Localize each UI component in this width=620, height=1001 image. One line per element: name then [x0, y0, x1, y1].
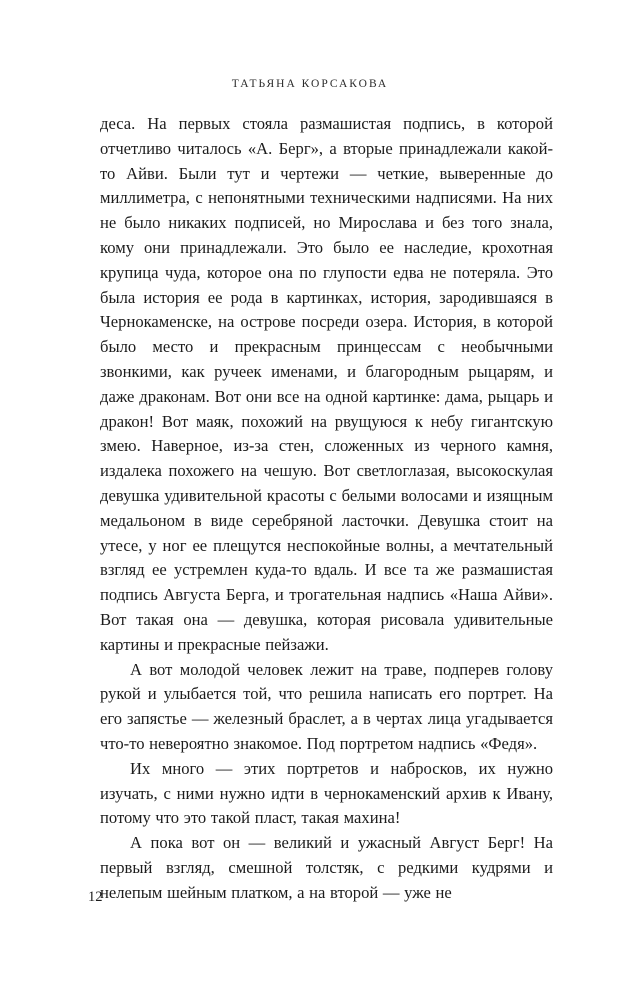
running-header-author: ТАТЬЯНА КОРСАКОВА [231, 78, 389, 90]
page-number: 12 [88, 889, 103, 905]
paragraph: А пока вот он — великий и ужасный Август Берг! На первый взгляд, смешной толстяк, с редкими кудрями и нелепым шейным платком, а на второй — уже не [100, 833, 553, 902]
paragraph: А вот молодой человек лежит на траве, подперев голову рукой и улыбается той, что решила написать его портрет. На его запястье — железный браслет, а в чертах лица угадывается что-то невероятно знакомое. Под портретом надпись «Федя». [100, 659, 553, 753]
paragraph: Их много — этих портретов и набросков, их нужно изучать, с ними нужно идти в чернокаменский архив к Ивану, потому что это такой пласт, такая махина! [100, 758, 553, 828]
text-block [100, 112, 553, 906]
paragraph: деса. На первых стояла размашистая подпись, в которой отчетливо читалось «А. Берг», а вторые принадлежали какой-то Айви. Были тут и чертежи — четкие, выверенные до миллиметра, с непонятными техническими надписями. На них не было никаких подписей, но Мирослава и без того знала, кому они принадлежали. Это было ее наследие, крохотная крупица чуда, которое она по глупости едва не потеряла. Это была история ее рода в картинках, история, зародившаяся в Чернокаменске, на острове посреди озера. История, в которой было место и прекрасным принцессам с необычными звонкими, как ручеек именами, и благородным рыцарям, и даже драконам. Вот они все на одной картинке: дама, рыцарь и дракон! Вот маяк, похожий на рвущуюся к небу гигантскую змею. Наверное, из-за стен, сложенных из черного камня, издалека похожего на чешую. Вот светлоглазая, высокоскулая девушка удивительной красоты с белыми волосами и изящным медальоном в виде серебряной ласточки. Девушка стоит на утесе, у ног ее плещутся неспокойные волны, а мечтательный взгляд ее устремлен куда-то вдаль. И все та же размашистая подпись Августа Берга, и трогательная надпись «Наша Айви». Вот такая она — девушка, которая рисовала удивительные картины и прекрасные пейзажи. [100, 114, 553, 654]
